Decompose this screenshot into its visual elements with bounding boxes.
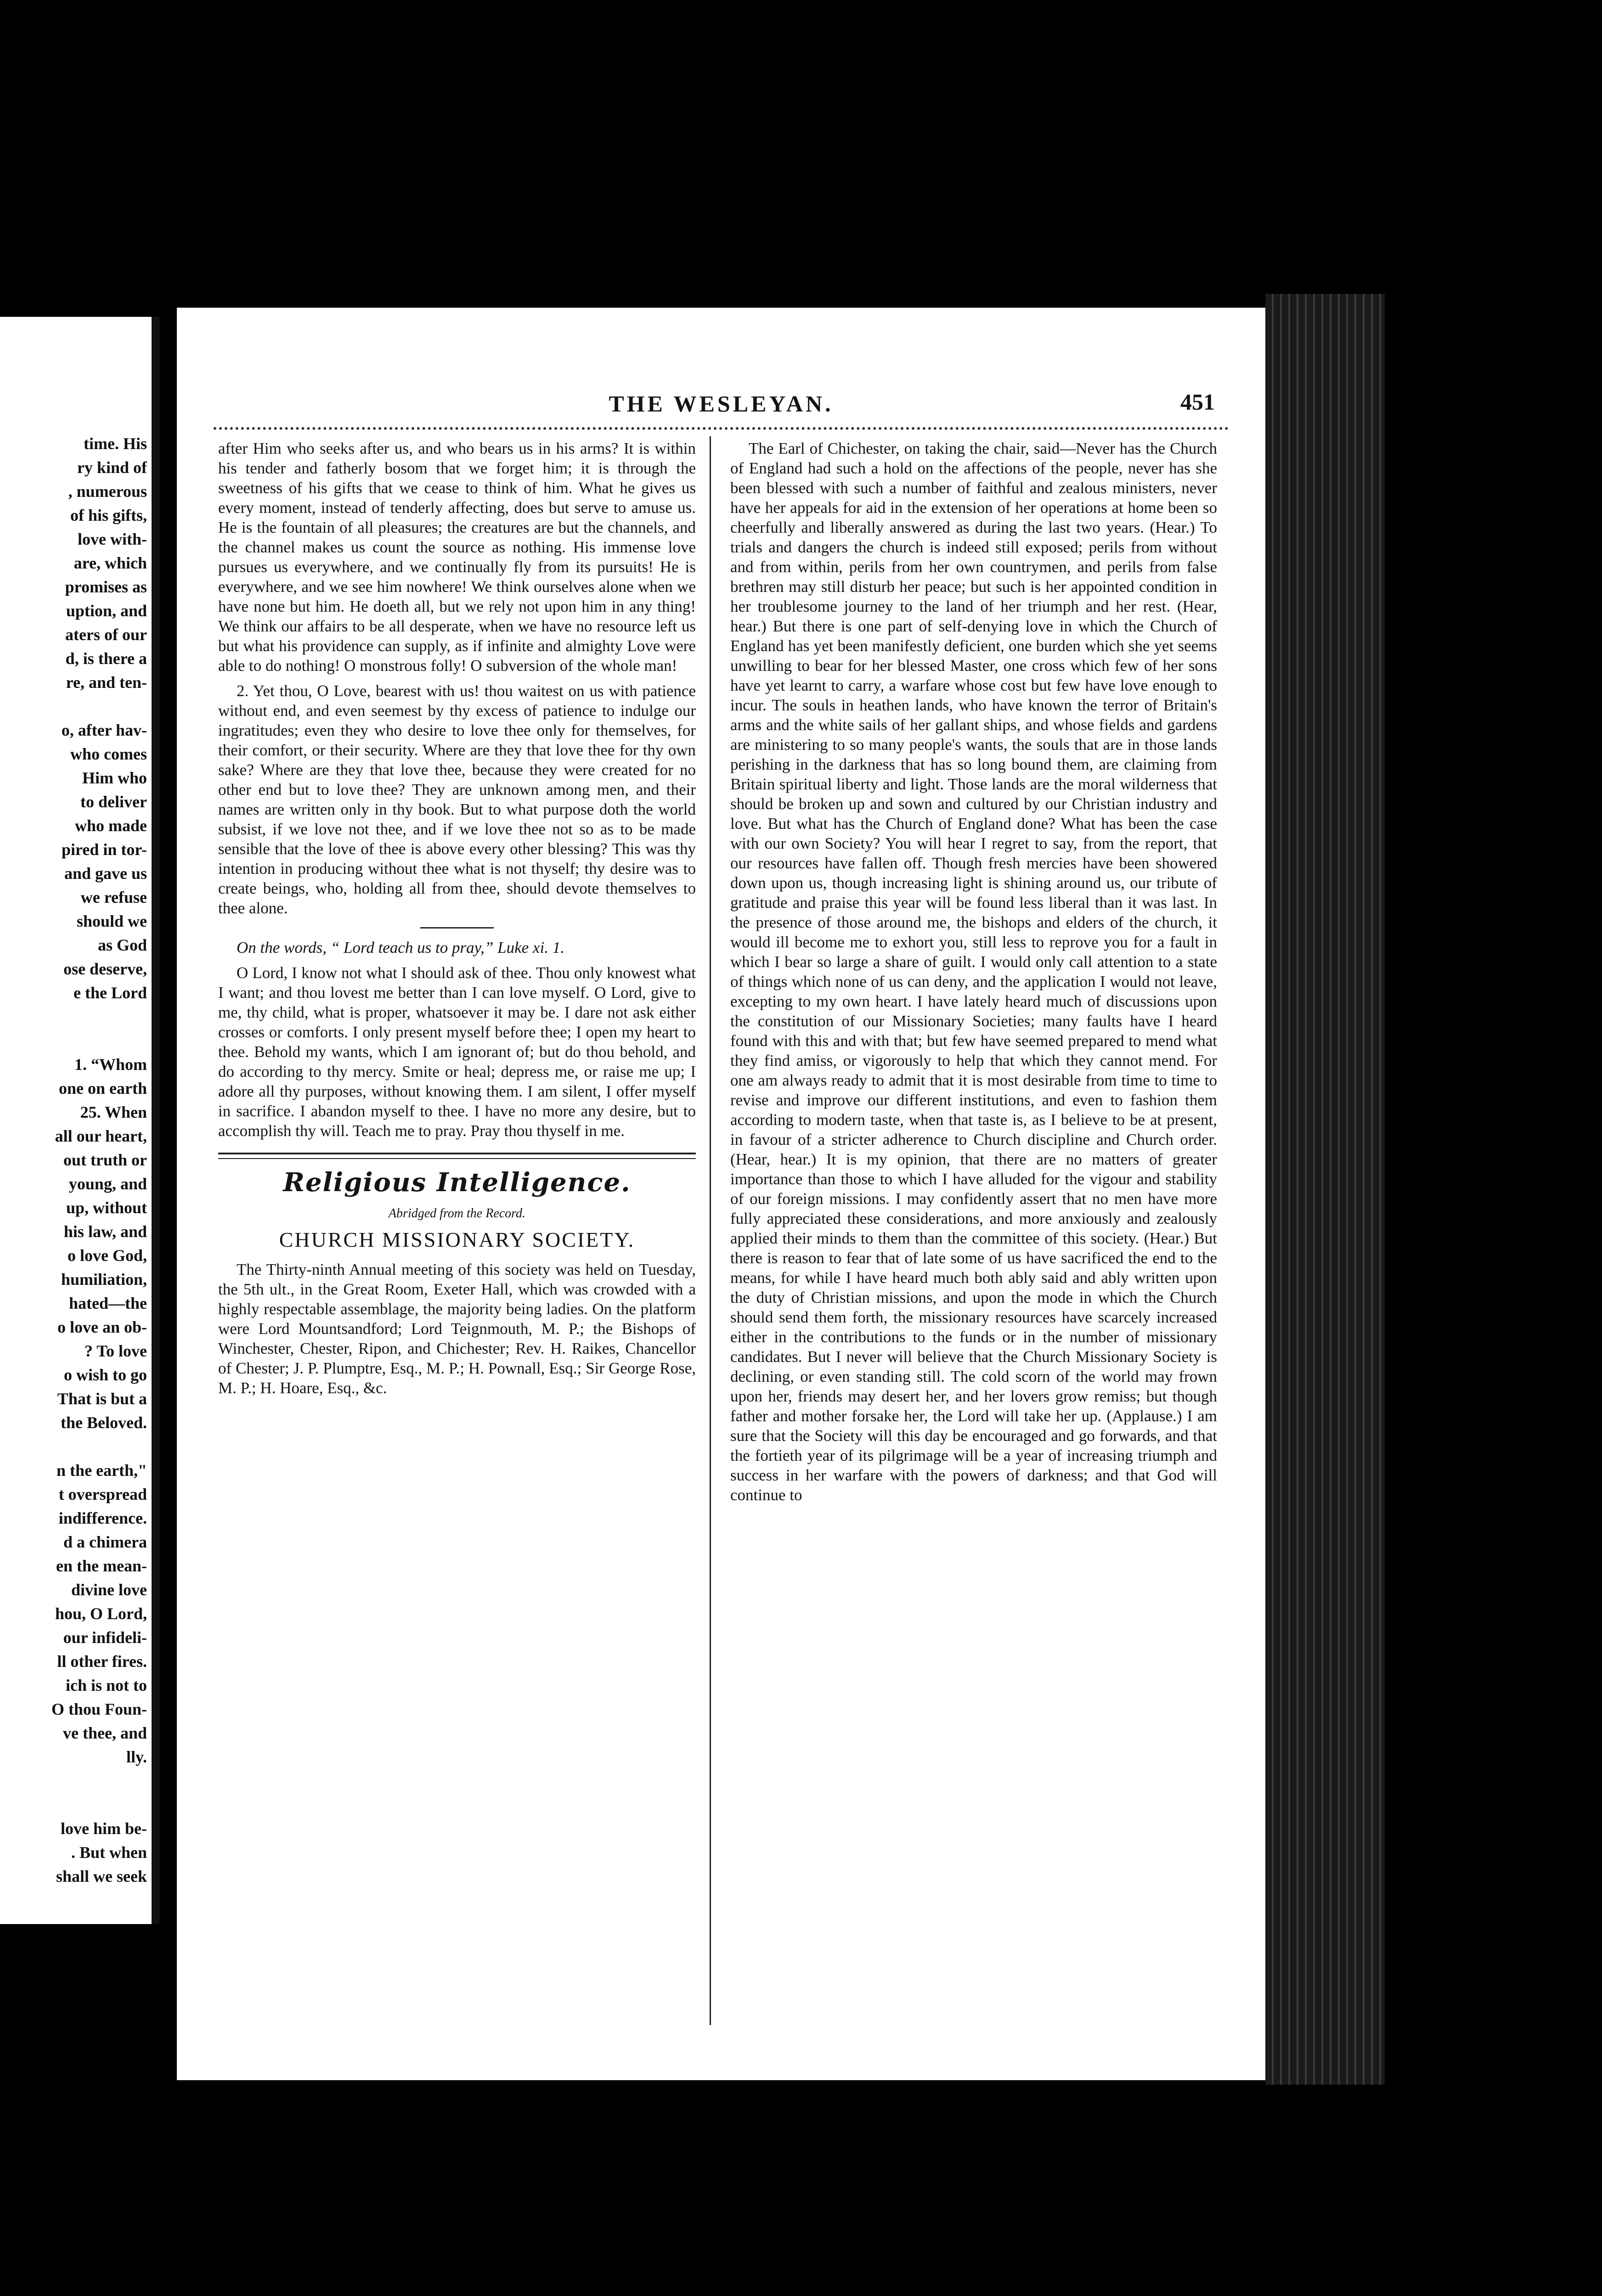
left-page-line: promises as xyxy=(65,578,147,596)
left-page-line: are, which xyxy=(73,554,147,572)
left-page-line: re, and ten- xyxy=(66,673,147,692)
left-page-line: love with- xyxy=(78,530,147,548)
running-title: THE WESLEYAN. xyxy=(609,391,834,416)
main-page xyxy=(177,308,1265,2080)
left-facing-page xyxy=(0,317,160,1924)
left-page-line: o love an ob- xyxy=(57,1318,147,1336)
page-number: 451 xyxy=(1180,389,1215,415)
left-column xyxy=(218,439,696,1403)
book-page-edges xyxy=(1265,294,1385,2085)
left-page-line: hou, O Lord, xyxy=(55,1604,147,1623)
left-page-line: should we xyxy=(76,912,147,930)
left-page-line: indifference. xyxy=(58,1509,147,1527)
left-page-line: up, without xyxy=(66,1199,147,1217)
left-page-line: uption, and xyxy=(66,602,147,620)
left-page-line xyxy=(0,1769,147,1793)
left-page-line xyxy=(0,694,147,718)
left-page-line: pired in tor- xyxy=(62,840,147,859)
article-text: The Thirty-ninth Annual meeting of this society was held on Tuesday, the 5th ult., in the Great Room, Exeter Hall, which was crowded with a highly respectable assemblage, the majority being ladies. On the platform were Lord Mountsandford; Lord Teignmouth, M. P.; the Bishops of Winchester, Chester, Ripon, and Chichester; Rev. H. Raikes, Chancellor of Chester; J. P. Plumptre, Esq., M. P.; H. Pownall, Esq.; Sir George Rose, M. P.; H. Hoare, Esq., &c. xyxy=(218,1261,696,1397)
left-page-line: we refuse xyxy=(80,888,147,906)
left-page-line: as God xyxy=(97,936,147,954)
left-page-line: young, and xyxy=(68,1175,147,1193)
left-page-line: and gave us xyxy=(64,864,147,883)
left-page-line: ich is not to xyxy=(65,1676,147,1694)
left-page-line: ose deserve, xyxy=(63,960,147,978)
left-page-text-fragments xyxy=(0,432,147,1888)
right-column xyxy=(730,439,1217,1510)
left-page-line: of his gifts, xyxy=(70,506,147,524)
left-page-line xyxy=(0,1793,147,1817)
left-page-line xyxy=(0,1029,147,1052)
left-page-line: divine love xyxy=(71,1581,147,1599)
left-page-line: ry kind of xyxy=(77,458,147,477)
paragraph: 2. Yet thou, O Love, bearest with us! thou waitest on us with patience without end, and even seemest by thy excess of patience to indulge our ingratitudes; even they who desire to love thee only for themselves, for their comfort, or their security. Where are they that love thee for thy own sake? Where are they that love thee, because they were created for no other end but to love thee? They are unknown among men, and their names are written only in thy book. But to what purpose doth the world subsist, if we love not thee, and if we love thee not so as to be made sensible that the love of thee is above every other blessing? This was thy intention in producing without thee what is not thyself; thy desire was to create beings, who, holding all from thee, should devote themselves to thee alone. xyxy=(218,682,696,917)
left-page-line: e the Lord xyxy=(73,984,147,1002)
left-page-line: ? To love xyxy=(84,1342,147,1360)
left-page-line: aters of our xyxy=(65,625,147,644)
section-heading: Religious Intelligence. xyxy=(283,1167,631,1198)
article-title: CHURCH MISSIONARY SOCIETY. xyxy=(279,1228,635,1251)
left-page-line: hated—the xyxy=(69,1294,147,1312)
paragraph: after Him who seeks after us, and who bears us in his arms? It is within his tender and fatherly bosom that we forget him; it is through the sweetness of his gifts that we cease to think of him. What he gives us every moment, instead of tenderly affecting, does but serve to amuse us. He is the fountain of all pleasures; the creatures are but the channels, and the channel makes us count the source as nothing. His immense love pursues us everywhere, and we continually fly from its pursuits! He is everywhere, and we see him nowhere! We think ourselves alone when we have none but him. He doeth all, but we rely not upon him in any thing! We think our affairs to be all desperate, when we have no resource left us but what his providence can supply, as if infinite and almighty Love were able to do nothing! O monstrous folly! O subversion of the whole man! xyxy=(218,439,696,675)
meditation-heading: On the words, “ Lord teach us to pray,” Luke xi. 1. xyxy=(237,939,564,957)
left-page-line: n the earth," xyxy=(56,1461,147,1480)
left-page-line: o wish to go xyxy=(63,1366,147,1384)
left-page-line: out truth or xyxy=(63,1151,147,1169)
left-page-line: d, is there a xyxy=(65,649,147,668)
left-page-line: time. His xyxy=(84,434,147,453)
meditation-text: O Lord, I know not what I should ask of thee. Thou only knowest what I want; and thou lovest me better than I can love myself. O Lord, give to me, thy child, what is proper, whatsoever it may be. I dare not ask either crosses or comforts. I only present myself before thee; I open my heart to thee. Behold my wants, which I am ignorant of; but do thou behold, and do according to thy mercy. Smite or heal; depress me, or raise me up; I adore all thy purposes, without knowing them. I am silent, I offer myself in sacrifice. I abandon myself to thee. I have no more any desire, but to accomplish thy will. Teach me to pray. Pray thou thyself in me. xyxy=(218,964,696,1140)
column-divider xyxy=(710,436,711,2025)
left-page-line: his law, and xyxy=(63,1222,147,1241)
paragraph: The Earl of Chichester, on taking the chair, said—Never has the Church of England had such a hold on the affections of the people, never has she been blessed with such a number of faithful and zealous ministers, never have her appeals for aid in the extension of her operations at home been so cheerfully and liberally answered as during the last two years. (Hear.) To trials and dangers the church is indeed still exposed; perils from without and from within, perils from her own countrymen, and perils from false brethren may still disturb her peace; but such is her appointed condition in her troublesome journey to the land of her triumph and her rest. (Hear, hear.) But there is one part of self-denying love in which the Church of England has yet been manifestly deficient, one burden which she yet seems unwilling to bear for her blessed Master, one cross which few of her sons have yet learnt to carry, a warfare whose cost but few have love enough to incur. The souls in heathen lands, who have known the terror of Britain's arms and the white sails of her gallant ships, and whose fields and gardens are ministering to so many people's wants, the souls that are in those lands perishing in the darkness that has so long bound them, are claiming from Britain spiritual liberty and light. Those lands are the moral wilderness that should be broken up and sown and cultured by our Christian industry and love. But what has the Church of England done? What has been the case with our own Society? You will hear I regret to say, from the report, that our resources have fallen off. Though fresh mercies have been showered down upon us, though increasing light is shining around us, our tribute of gratitude and praise this year will be found less liberal than it was last. In the presence of those around me, the bishops and elders of the church, it would ill become me to exhort you, still less to reprove you for a fault in which I bear so large a share of guilt. I would only call attention to a state of things which none of us can deny, and the application I would not leave, excepting to my own heart. I have lately heard much of discussions upon the constitution of our Missionary Societies; many faults have I heard found with this and with that; but few have seemed prepared to mend what they find amiss, or vigorously to help that which they cannot mend. For one am always ready to admit that it is most desirable from time to time to revise and improve our different institutions, and even to fashion them according to modern taste, when that taste is, as I believe to be at present, in favour of a stricter adherence to Church discipline and Church order. (Hear, hear.) It is my opinion, that there are no matters of greater importance than those to which I have alluded for the vigour and stability of our foreign missions. I may confidently assert that no men have more fully appreciated these considerations, and more anxiously and zealously applied their minds to them than the committee of this society. (Hear.) But there is reason to fear that of late some of us have sacrificed the end to the means, for while I have heard much both ably said and ably written upon the duty of Christian missions, and upon the mode in which the Church should send them forth, the missionary resources have scarcely increased either in the contributions to the funds or in the number of missionary candidates. But I never will believe that the Church Missionary Society is declining, or even standing still. The cold scorn of the world may frown upon her, friends may desert her, and her lovers grow remiss; but though father and mother forsake her, the Lord will take her up. (Applause.) I am sure that the Society will this day be encouraged and go forwards, and that the fortieth year of its pilgrimage will be a year of increasing triumph and success in her warfare with the powers of darkness; and that God will continue to xyxy=(730,439,1217,1504)
left-page-line: humiliation, xyxy=(61,1270,147,1289)
left-page-line: the Beloved. xyxy=(61,1413,147,1432)
left-page-line: . But when xyxy=(71,1843,147,1862)
left-page-line: , numerous xyxy=(68,482,147,501)
left-page-line: 1. “Whom xyxy=(74,1055,147,1074)
running-header xyxy=(214,386,1229,430)
left-page-line: d a chimera xyxy=(63,1533,147,1551)
left-page-line: o love God, xyxy=(67,1246,147,1265)
left-page-line: Him who xyxy=(82,769,147,787)
left-page-line: t overspread xyxy=(58,1485,147,1503)
left-page-line: who made xyxy=(74,816,147,835)
left-page-line: shall we seek xyxy=(56,1867,147,1885)
left-page-line: one on earth xyxy=(59,1079,147,1097)
left-page-line xyxy=(0,1005,147,1029)
left-page-line: lly. xyxy=(126,1748,147,1766)
left-page-line: to deliver xyxy=(80,793,147,811)
left-page-line: all our heart, xyxy=(55,1127,147,1145)
left-page-line: ve thee, and xyxy=(63,1724,147,1742)
left-page-line: en the mean- xyxy=(56,1557,147,1575)
left-page-line: love him be- xyxy=(61,1819,147,1838)
left-page-line: 25. When xyxy=(80,1103,147,1121)
left-page-line: O thou Foun- xyxy=(51,1700,147,1718)
left-page-line: our infideli- xyxy=(63,1628,147,1647)
left-page-line: That is but a xyxy=(57,1390,147,1408)
left-page-line: ll other fires. xyxy=(57,1652,147,1671)
divider xyxy=(420,927,494,929)
left-page-line: who comes xyxy=(70,745,147,763)
left-page-line xyxy=(0,1435,147,1458)
left-page-line: o, after hav- xyxy=(61,721,147,739)
section-rule xyxy=(218,1153,696,1159)
source-note: Abridged from the Record. xyxy=(388,1206,526,1221)
